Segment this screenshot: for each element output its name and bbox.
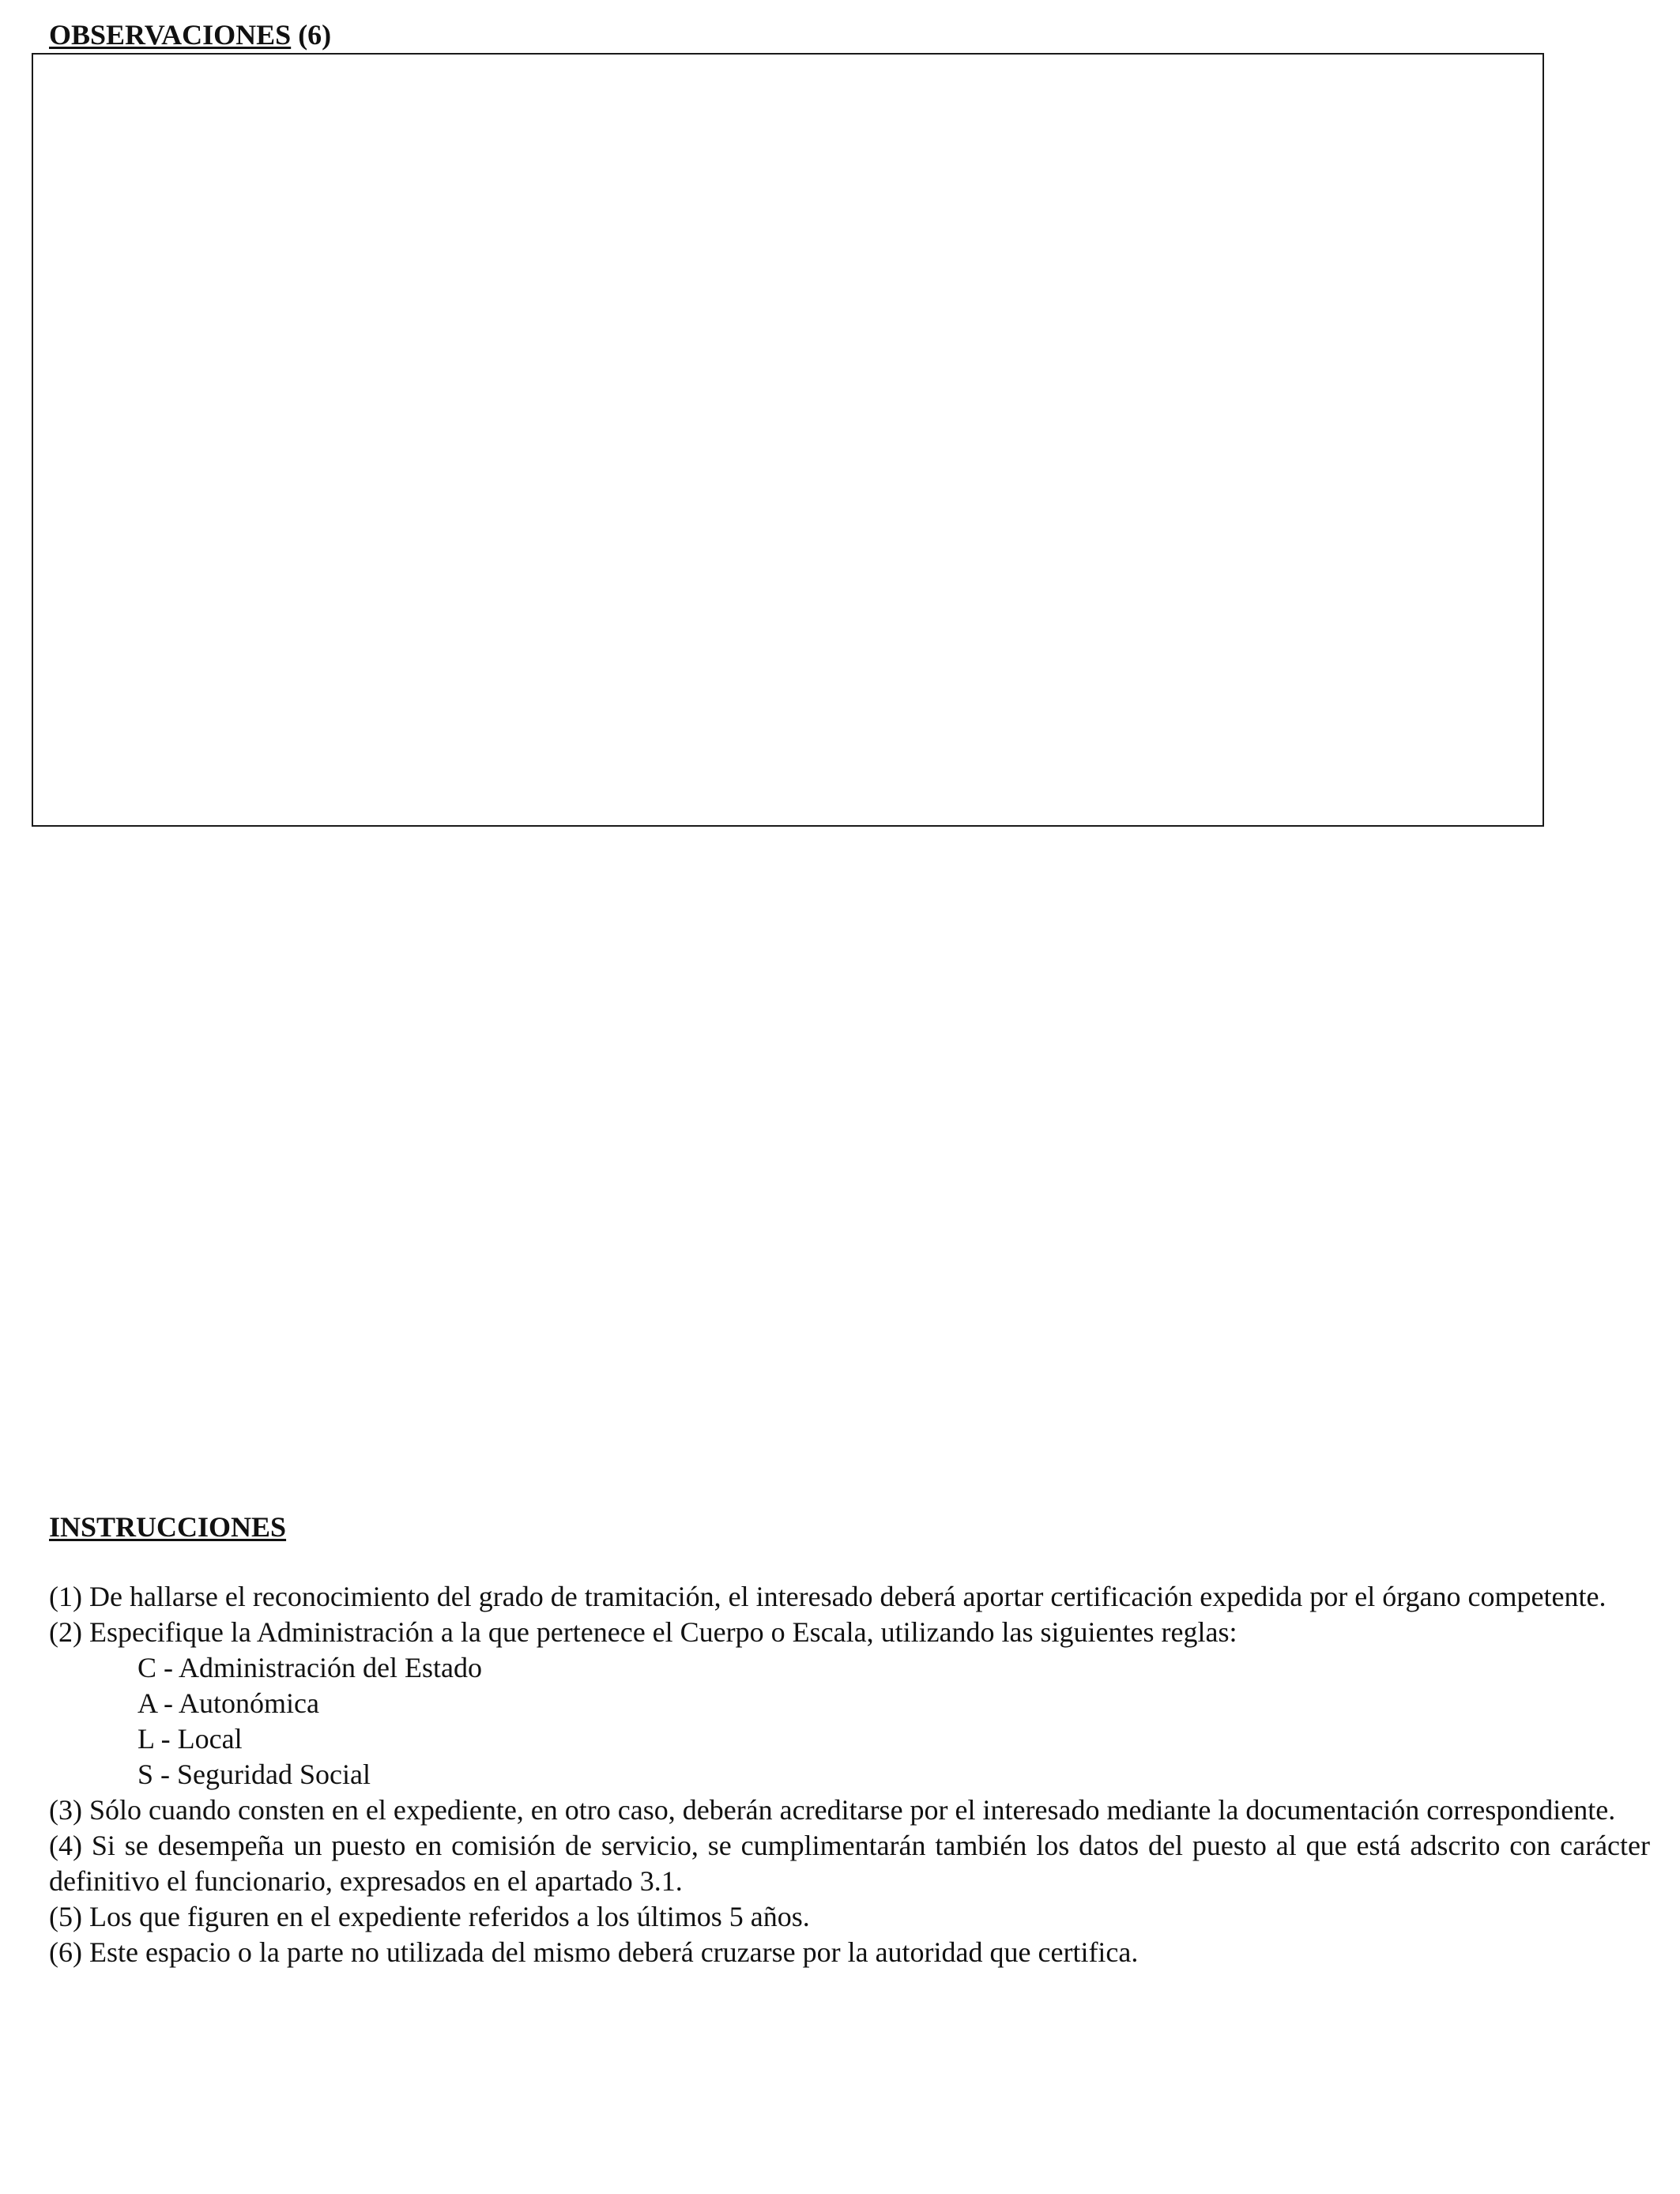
instrucciones-list [49, 1579, 1650, 1970]
observaciones-ref: (6) [298, 19, 332, 51]
rule-l: L - Local [137, 1723, 243, 1755]
rule-a: A - Autonómica [137, 1687, 319, 1719]
instruccion-4: (4) Si se desempeña un puesto en comisión de servicio, se cumplimentarán también los datos del puesto al que está adscrito con carácter definitivo el funcionario, expresados en el apartado 3.1. [49, 1830, 1650, 1897]
instruccion-3: (3) Sólo cuando consten en el expediente, en otro caso, deberán acreditarse por el interesado mediante la documentación correspondiente. [49, 1794, 1616, 1826]
instrucciones-heading: INSTRUCCIONES [49, 1511, 287, 1543]
instruccion-1: (1) De hallarse el reconocimiento del grado de tramitación, el interesado deberá aportar certificación expedida por el órgano competente. [49, 1581, 1607, 1612]
instruccion-6: (6) Este espacio o la parte no utilizada del mismo deberá cruzarse por la autoridad que certifica. [49, 1936, 1139, 1968]
instruccion-5: (5) Los que figuren en el expediente referidos a los últimos 5 años. [49, 1901, 810, 1932]
observaciones-box[interactable] [32, 53, 1544, 827]
rule-s: S - Seguridad Social [137, 1759, 371, 1790]
observaciones-heading [49, 17, 331, 52]
instruccion-2: (2) Especifique la Administración a la que pertenece el Cuerpo o Escala, utilizando las siguientes reglas: [49, 1616, 1237, 1648]
observaciones-title: OBSERVACIONES [49, 19, 292, 51]
rule-c: C - Administración del Estado [137, 1652, 482, 1683]
